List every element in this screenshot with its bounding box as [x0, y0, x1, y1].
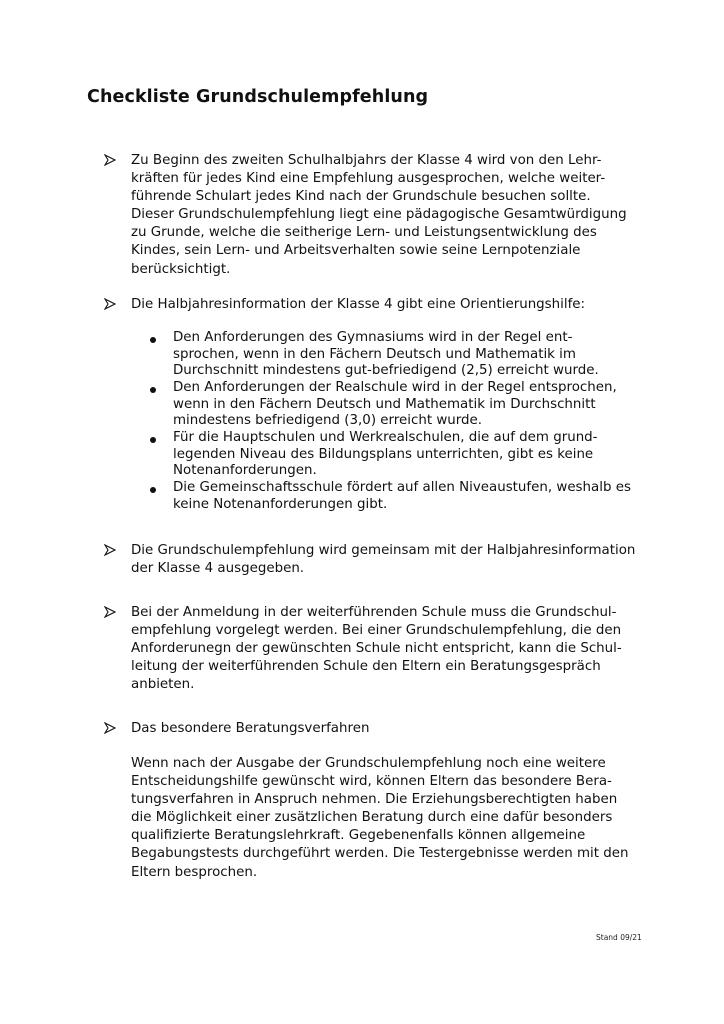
text-line: Dieser Grundschulempfehlung liegt eine pädagogische Gesamtwürdigung	[131, 207, 627, 223]
section-text	[131, 542, 651, 578]
bullet-text	[173, 380, 653, 430]
text-line: Anforderunegn der gewünschten Schule nicht entspricht, kann die Schul-	[131, 641, 622, 657]
text-line: keine Notenanforderungen gibt.	[173, 496, 388, 512]
bullet-dot	[150, 337, 156, 343]
text-line: Notenanforderungen.	[173, 463, 317, 479]
arrow-bullet-icon	[104, 298, 116, 310]
text-line: leitung der weiterführenden Schule den Eltern ein Beratungsgespräch	[131, 659, 601, 675]
section-text	[131, 604, 651, 694]
text-line: kräften für jedes Kind eine Empfehlung ausgesprochen, welche weiter-	[131, 171, 606, 187]
text-line: berücksichtigt.	[131, 261, 231, 277]
text-line: Wenn nach der Ausgabe der Grundschulempfehlung noch eine weitere	[131, 756, 606, 771]
bullet-text	[173, 480, 653, 513]
text-line: Begabungstests durchgeführt werden. Die Testergebnisse werden mit den	[131, 846, 629, 862]
text-line: tungsverfahren in Anspruch nehmen. Die Erziehungsberechtigten haben	[131, 792, 618, 808]
section-text	[131, 755, 651, 882]
text-line: Die Gemeinschaftsschule fördert auf allen Niveaustufen, weshalb es	[173, 480, 631, 495]
text-line: Die Grundschulempfehlung wird gemeinsam mit der Halbjahresinformation	[131, 543, 636, 558]
text-line: mindestens befriedigend (3,0) erreicht wurde.	[173, 413, 483, 429]
arrow-bullet-icon	[104, 154, 116, 166]
text-line: zu Grunde, welche die seitherige Lern- und Leistungsentwicklung des	[131, 225, 597, 241]
section-text	[131, 296, 651, 314]
section-heading	[131, 720, 651, 738]
text-line: Für die Hauptschulen und Werkrealschulen, die auf dem grund-	[173, 430, 598, 445]
bullet-dot	[150, 487, 156, 493]
text-line: Kindes, sein Lern- und Arbeitsverhalten sowie seine Lernpotenziale	[131, 243, 581, 259]
text-line: Den Anforderungen der Realschule wird in der Regel entsprochen,	[173, 380, 617, 395]
arrow-bullet-icon	[104, 544, 116, 556]
text-line: Durchschnitt mindestens gut-befriedigend (2,5) erreicht wurde.	[173, 363, 599, 379]
text-line: Den Anforderungen des Gymnasiums wird in der Regel ent-	[173, 330, 573, 345]
text-line: Bei der Anmeldung in der weiterführenden Schule muss die Grundschul-	[131, 605, 617, 620]
text-line: Zu Beginn des zweiten Schulhalbjahrs der Klasse 4 wird von den Lehr-	[131, 153, 602, 168]
text-line: Entscheidungshilfe gewünscht wird, können Eltern das besondere Bera-	[131, 774, 612, 790]
text-line: Eltern besprochen.	[131, 864, 258, 880]
text-line: sprochen, wenn in den Fächern Deutsch und Mathematik im	[173, 346, 576, 362]
text-line: der Klasse 4 ausgegeben.	[131, 561, 305, 577]
text-line: qualifizierte Beratungslehrkraft. Gegebenenfalls können allgemeine	[131, 828, 586, 844]
text-line: Die Halbjahresinformation der Klasse 4 gibt eine Orientierungshilfe:	[131, 297, 586, 312]
text-line: legenden Niveau des Bildungsplans unterrichten, gibt es keine	[173, 446, 594, 462]
bullet-dot	[150, 437, 156, 443]
text-line: empfehlung vorgelegt werden. Bei einer Grundschulempfehlung, die den	[131, 623, 622, 639]
text-line: anbieten.	[131, 677, 195, 693]
footer-stand: Stand 09/21	[596, 933, 642, 942]
text-line: Das besondere Beratungsverfahren	[131, 721, 370, 736]
document-title: Checkliste Grundschulempfehlung	[87, 87, 429, 107]
text-line: die Möglichkeit einer zusätzlichen Beratung durch eine dafür besonders	[131, 810, 613, 826]
bullet-text	[173, 330, 653, 380]
section-text	[131, 152, 651, 279]
bullet-text	[173, 430, 653, 480]
arrow-bullet-icon	[104, 606, 116, 618]
text-line: wenn in den Fächern Deutsch und Mathematik im Durchschnitt	[173, 396, 596, 412]
arrow-bullet-icon	[104, 722, 116, 734]
text-line: führende Schulart jedes Kind nach der Grundschule besuchen sollte.	[131, 189, 591, 205]
bullet-dot	[150, 387, 156, 393]
